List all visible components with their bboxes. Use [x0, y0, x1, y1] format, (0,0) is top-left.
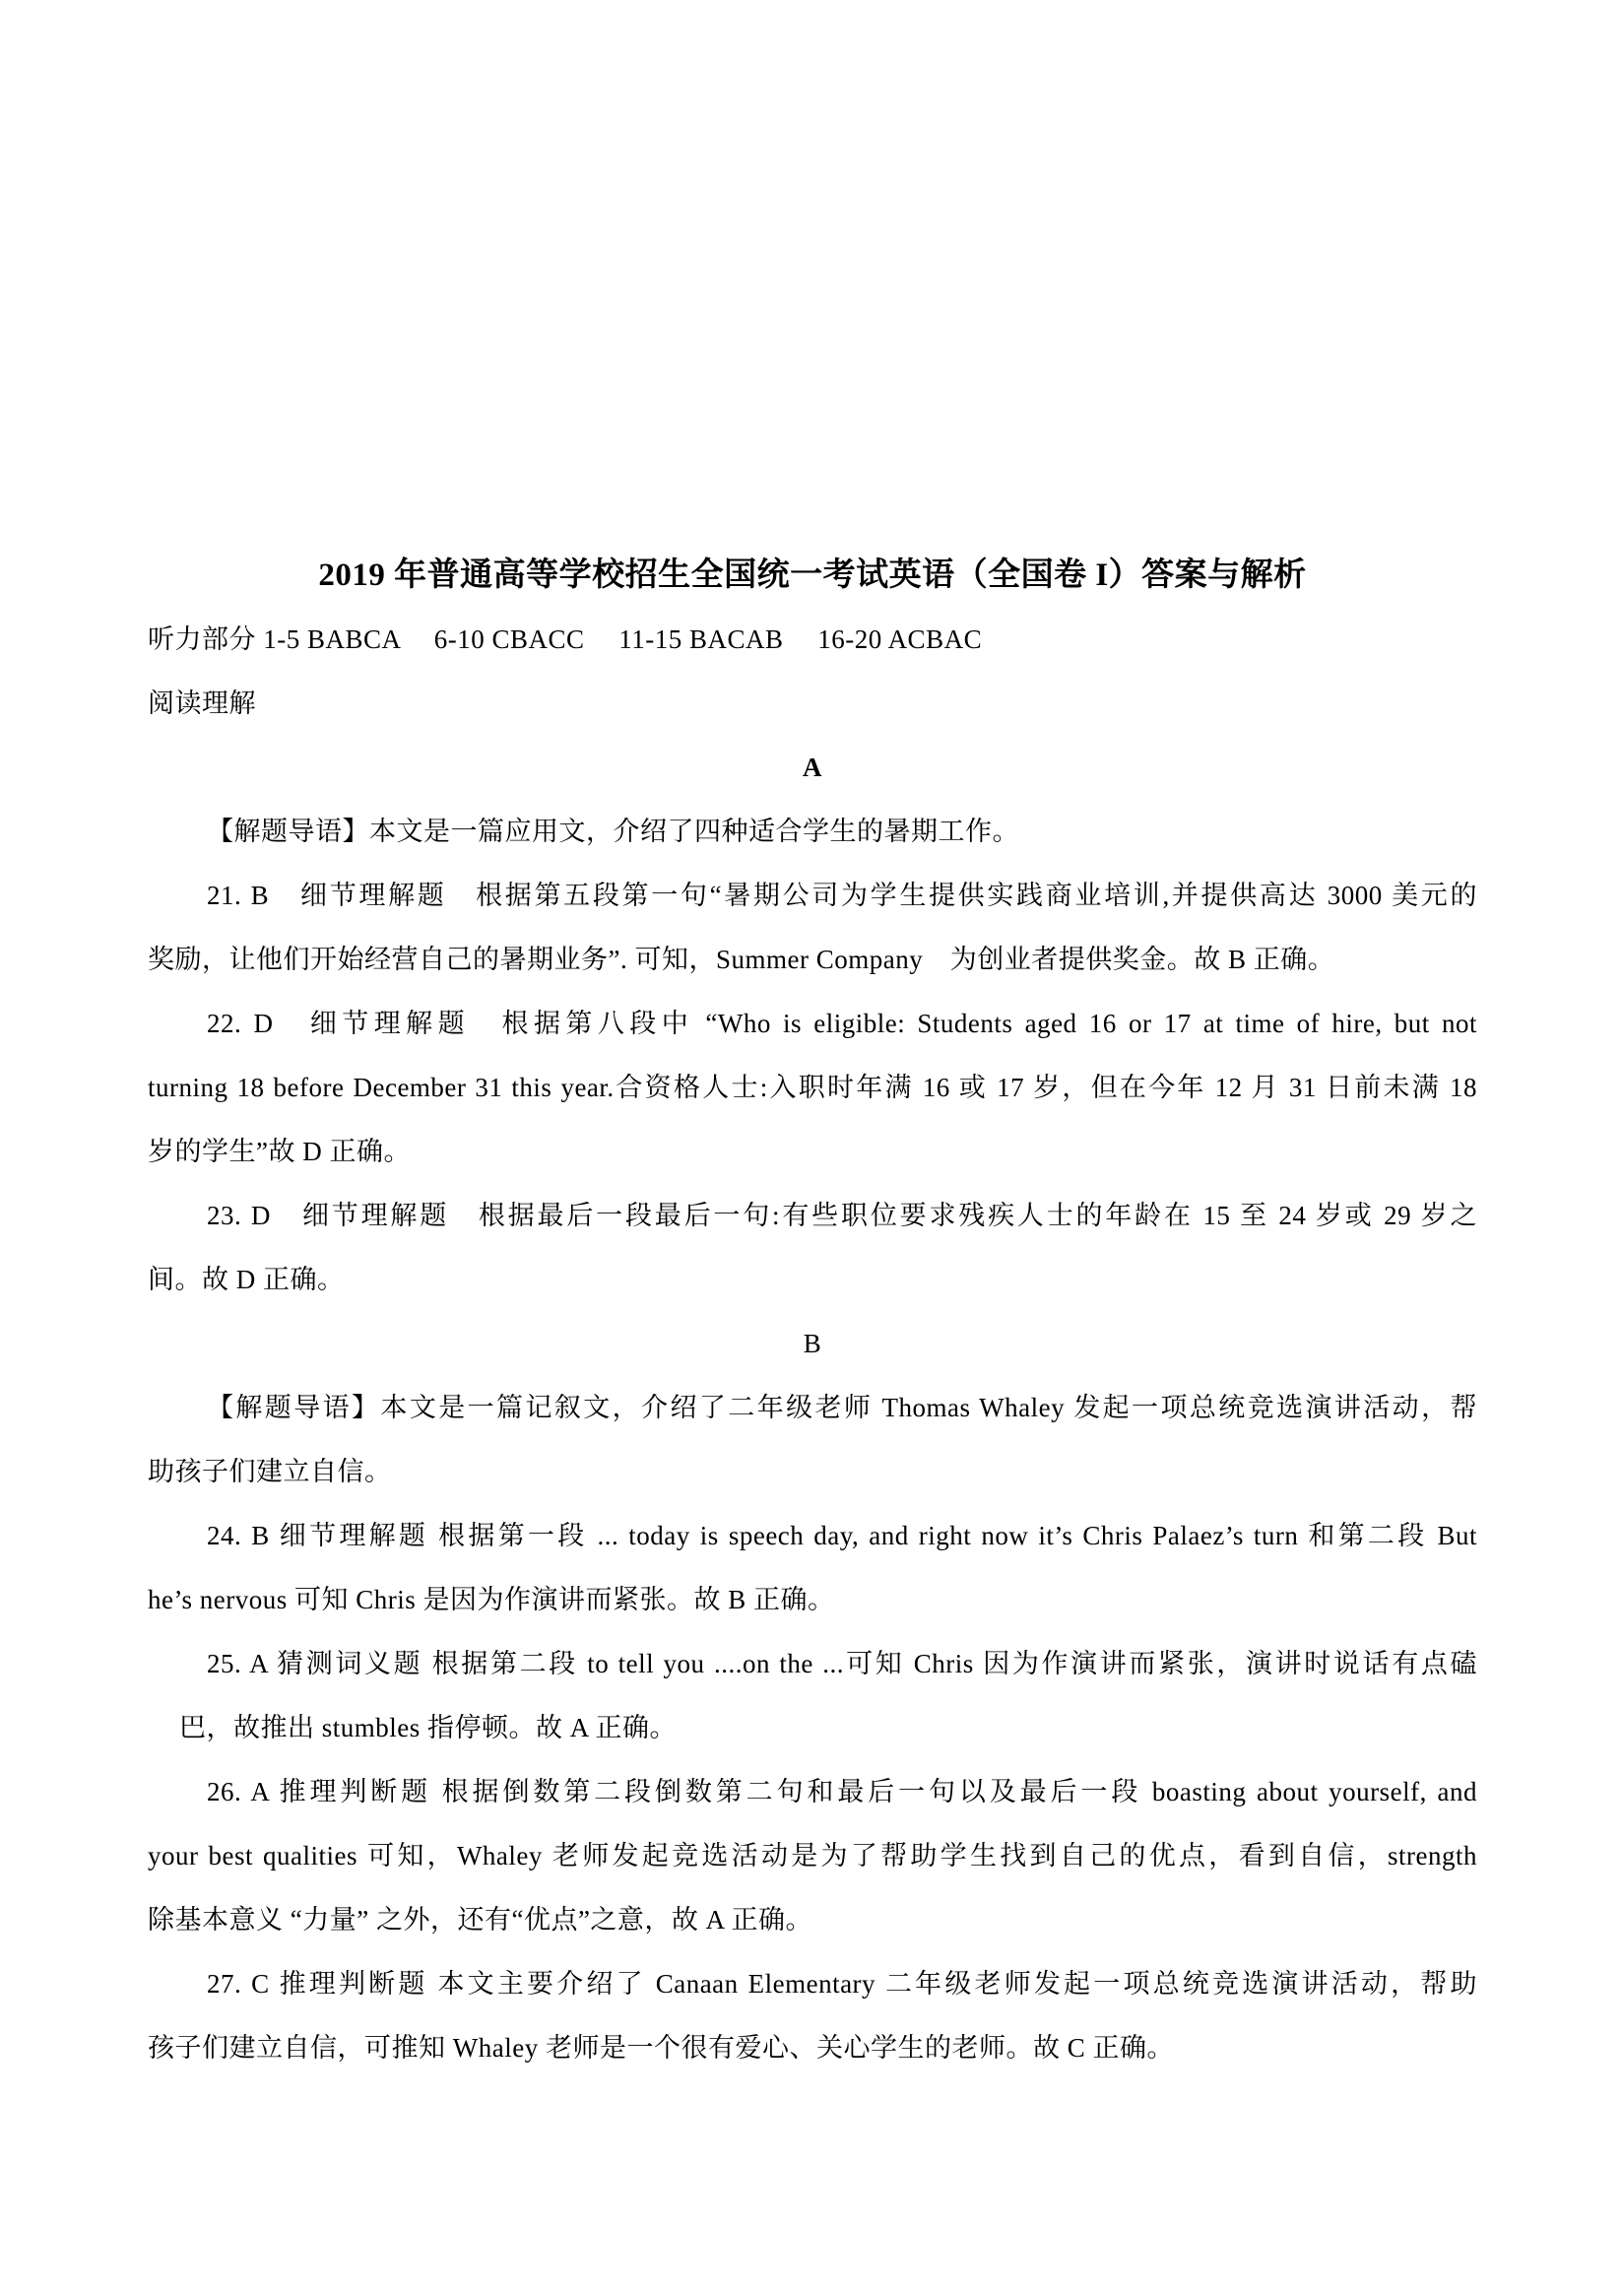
- document-title: 2019 年普通高等学校招生全国统一考试英语（全国卷 I）答案与解析: [318, 558, 1307, 593]
- q26-line-2: your best qualities 可知，Whaley 老师发起竞选活动是为了帮助学生找到自己的优点，看到自信，strength: [148, 1841, 1477, 1870]
- q22-line-2: turning 18 before December 31 this year.合资格人士:入职时年满 16 或 17 岁，但在今年 12 月 31 日前未满 18: [148, 1073, 1477, 1102]
- q24-line-2: he’s nervous 可知 Chris 是因为作演讲而紧张。故 B 正确。: [148, 1585, 835, 1614]
- listening-answers: 听力部分 1-5 BABCA 6-10 CBACC 11-15 BACAB 16-20 ACBAC: [148, 624, 983, 654]
- q24-line-1: 24. B 细节理解题 根据第一段 ... today is speech day, and right now it’s Chris Palaez’s turn 和第二段 But: [207, 1521, 1477, 1550]
- passage-a-heading: A: [803, 753, 822, 782]
- q26-line-3: 除基本意义 “力量” 之外，还有“优点”之意，故 A 正确。: [148, 1905, 812, 1935]
- q21-line-1: 21. B 细节理解题 根据第五段第一句“暑期公司为学生提供实践商业培训,并提供高达 3000 美元的: [207, 881, 1477, 910]
- reading-comprehension-heading: 阅读理解: [148, 689, 256, 718]
- q23-line-2: 间。故 D 正确。: [148, 1265, 345, 1294]
- q23-line-1: 23. D 细节理解题 根据最后一段最后一句:有些职位要求残疾人士的年龄在 15 至 24 岁或 29 岁之: [207, 1201, 1477, 1230]
- q27-line-1: 27. C 推理判断题 本文主要介绍了 Canaan Elementary 二年级老师发起一项总统竞选演讲活动，帮助: [207, 1969, 1477, 1999]
- passage-b-intro-line-2: 助孩子们建立自信。: [148, 1457, 392, 1486]
- q22-line-1: 22. D 细节理解题 根据第八段中 “Who is eligible: Students aged 16 or 17 at time of hire, but not: [207, 1009, 1477, 1038]
- q27-line-2: 孩子们建立自信，可推知 Whaley 老师是一个很有爱心、关心学生的老师。故 C 正确。: [148, 2033, 1174, 2063]
- passage-b-intro-line-1: 【解题导语】本文是一篇记叙文，介绍了二年级老师 Thomas Whaley 发起一项总统竞选演讲活动，帮: [207, 1393, 1477, 1422]
- document-content: [148, 544, 1477, 2080]
- q25-line-1: 25. A 猜测词义题 根据第二段 to tell you ....on the ...可知 Chris 因为作演讲而紧张，演讲时说话有点磕: [207, 1649, 1477, 1678]
- q21-line-2: 奖励，让他们开始经营自己的暑期业务”. 可知，Summer Company 为创业者提供奖金。故 B 正确。: [148, 945, 1335, 974]
- passage-a-intro: 【解题导语】本文是一篇应用文，介绍了四种适合学生的暑期工作。: [207, 817, 1019, 846]
- q26-line-1: 26. A 推理判断题 根据倒数第二段倒数第二句和最后一句以及最后一段 boasting about yourself, and: [207, 1777, 1477, 1806]
- passage-b-heading: B: [803, 1329, 822, 1358]
- q25-line-2: 巴，故推出 stumbles 指停顿。故 A 正确。: [179, 1713, 678, 1742]
- q22-line-3: 岁的学生”故 D 正确。: [148, 1137, 411, 1166]
